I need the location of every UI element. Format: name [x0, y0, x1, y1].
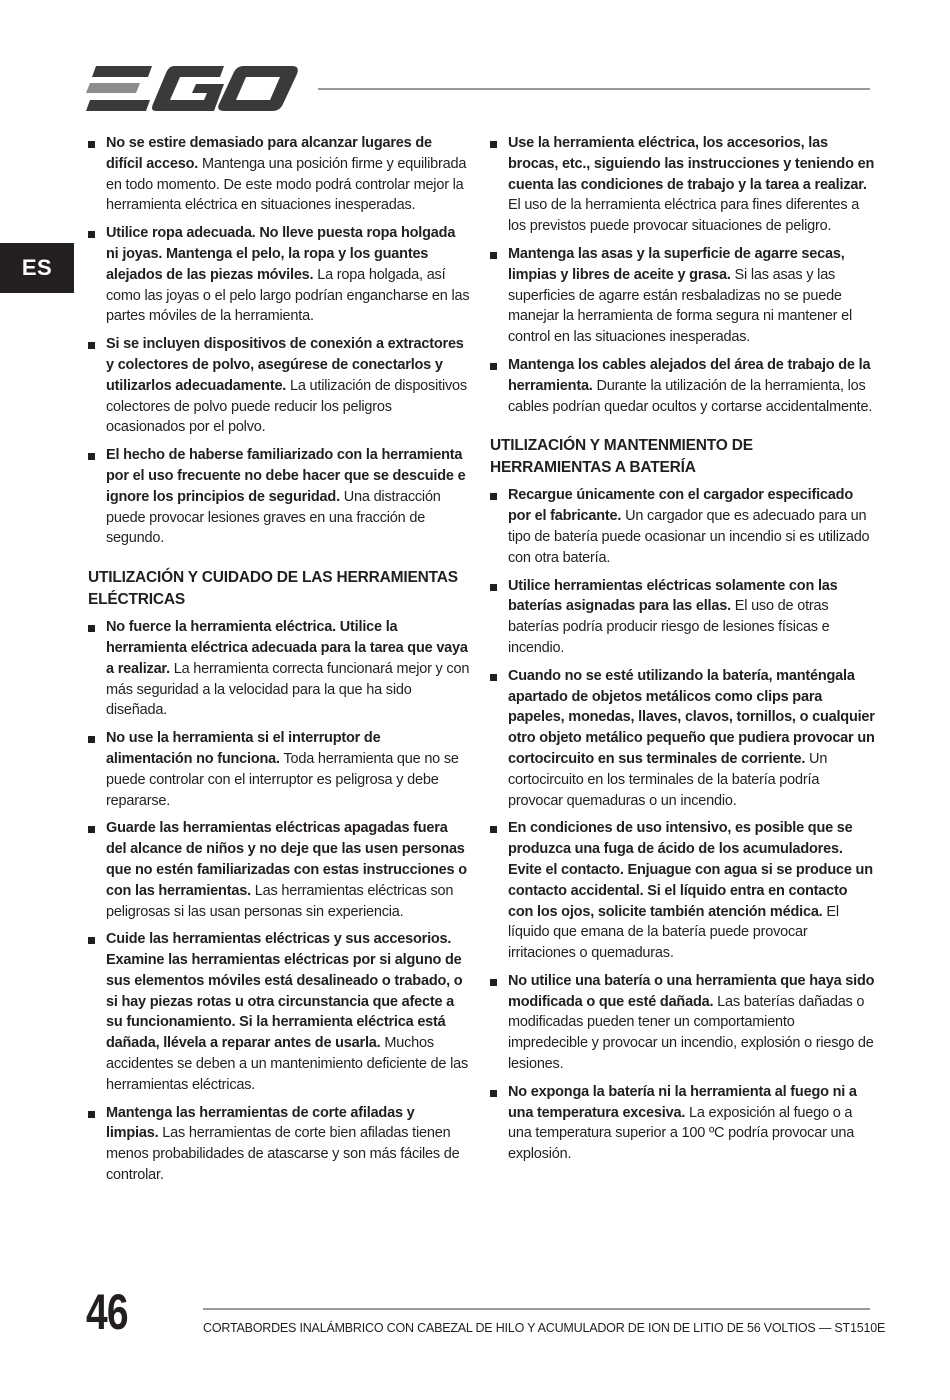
item-bold-text: Cuide las herramientas eléctricas y sus accesorios. Examine las herramientas eléctricas por si alguno de sus elementos móviles está desalineado o trabado, o si hay piezas rotas u otra circunstancia que afecte a su funcionamiento. Si la herramienta eléctrica está dañada, llévela a reparar antes de usarla. — [106, 931, 463, 1052]
item-body-text: La exposición al fuego o a una temperatura superior a 100 ºC podría provocar una explosión. — [508, 1104, 855, 1163]
list-item — [88, 133, 470, 216]
item-body-text: La herramienta correcta funcionará mejor y con más seguridad a la velocidad para la que ha sido diseñada. — [106, 660, 470, 719]
item-body-text: Las baterías dañadas o modificadas pueden tener un comportamiento impredecible y provocar un incendio, explosión o riesgo de lesiones. — [508, 993, 874, 1073]
right-items-top — [490, 133, 875, 417]
square-bullet-icon — [490, 141, 497, 148]
item-bold-text: En condiciones de uso intensivo, es posible que se produzca una fuga de ácido de los acumuladores. Evite el contacto. Enjuague con agua si se produce un contacto accidental. Si el líquido entra en contacto con los ojos, solicite también atención médica. — [508, 820, 873, 920]
item-body-text: El líquido que emana de la batería puede provocar irritaciones o quemaduras. — [508, 903, 839, 962]
header-rule — [318, 88, 870, 90]
square-bullet-icon — [88, 937, 95, 944]
item-body-text: Toda herramienta que no se puede controlar con el interruptor es peligrosa y debe repararse. — [106, 750, 459, 809]
item-bold-text: No utilice una batería o una herramienta que haya sido modificada o que esté dañada. — [508, 972, 875, 1010]
item-bold-text: Si se incluyen dispositivos de conexión a extractores y colectores de polvo, asegúrese de conectarlos y utilizarlos adecuadamente. — [106, 336, 464, 394]
item-bold-text: Mantenga las asas y la superficie de agarre secas, limpias y libres de aceite y grasa. — [508, 245, 845, 283]
square-bullet-icon — [88, 453, 95, 460]
item-body-text: La ropa holgada, así como las joyas o el pelo largo podrían engancharse en las partes móviles de la herramienta. — [106, 266, 470, 325]
footer-title: CORTABORDES INALÁMBRICO CON CABEZAL DE HILO Y ACUMULADOR DE ION DE LITIO DE 56 VOLTIOS — ST1510E — [203, 1321, 886, 1335]
list-item — [88, 728, 470, 811]
square-bullet-icon — [88, 736, 95, 743]
item-body-text: Muchos accidentes se deben a un mantenimiento deficiente de las herramientas eléctricas. — [106, 1035, 469, 1093]
item-body-text: Mantenga una posición firme y equilibrada en todo momento. De este modo podrá controlar mejor la herramienta eléctrica en situaciones inesperadas. — [106, 155, 467, 214]
section-heading-battery: UTILIZACIÓN Y MANTENMIENTO DE HERRAMIENTAS A BATERÍA — [490, 437, 753, 477]
left-items-top — [88, 133, 470, 549]
list-item — [88, 818, 470, 922]
page-number: 46 — [86, 1284, 128, 1340]
square-bullet-icon — [490, 252, 497, 259]
item-body-text: Si las asas y las superficies de agarre están resbaladizas no se puede manejar la herramienta de forma segura ni mantener el control en las situaciones inesperadas. — [508, 266, 853, 346]
list-item — [490, 485, 875, 568]
list-item — [490, 576, 875, 659]
list-item — [88, 617, 470, 721]
square-bullet-icon — [490, 979, 497, 986]
item-body-text: Durante la utilización de la herramienta, los cables podrían quedar ocultos y cortarse accidentalmente. — [508, 377, 873, 415]
square-bullet-icon — [490, 1090, 497, 1097]
list-item — [490, 1082, 875, 1165]
item-bold-text: Utilice herramientas eléctricas solamente con las baterías asignadas para las ellas. — [508, 577, 838, 615]
item-body-text: Un cargador que es adecuado para un tipo de batería puede ocasionar un incendio si es utilizado con otra batería. — [508, 508, 870, 566]
list-item — [88, 445, 470, 549]
item-bold-text: Guarde las herramientas eléctricas apagadas fuera del alcance de niños y no deje que las usen personas que no estén familiarizadas con estas instrucciones o con las herramientas. — [106, 820, 467, 899]
list-item — [490, 133, 875, 237]
footer-rule — [203, 1308, 870, 1310]
item-bold-text: No use la herramienta si el interruptor de alimentación no funciona. — [106, 730, 381, 767]
square-bullet-icon — [88, 1111, 95, 1118]
left-items-bottom — [88, 617, 470, 1186]
list-item — [490, 355, 875, 417]
section-heading-tools: UTILIZACIÓN Y CUIDADO DE LAS HERRAMIENTAS ELÉCTRICAS — [88, 569, 458, 609]
item-bold-text: Utilice ropa adecuada. No lleve puesta ropa holgada ni joyas. Mantenga el pelo, la ropa y los guantes alejados de las piezas móviles. — [106, 225, 456, 283]
square-bullet-icon — [490, 584, 497, 591]
item-body-text: Las herramientas de corte bien afiladas tienen menos probabilidades de atascarse y son más fáciles de controlar. — [106, 1125, 460, 1184]
item-bold-text: Mantenga los cables alejados del área de trabajo de la herramienta. — [508, 356, 871, 394]
item-body-text: El uso de la herramienta eléctrica para fines diferentes a los previstos puede provocar situaciones de peligro. — [508, 197, 860, 235]
item-bold-text: Cuando no se esté utilizando la batería, manténgala apartado de objetos metálicos como clips para papeles, monedas, llaves, clavos, tornillos, o cualquier otro objeto metálico pequeño que pudiera provocar un cortocircuito en sus terminales de corriente. — [508, 667, 875, 767]
item-body-text: Una distracción puede provocar lesiones graves en una fracción de segundo. — [106, 488, 441, 547]
item-bold-text: Use la herramienta eléctrica, los accesorios, las brocas, etc., siguiendo las instrucciones y teniendo en cuenta las condiciones de trabajo y la tarea a realizar. — [508, 135, 875, 193]
item-body-text: Las herramientas eléctricas son peligrosas si las usan personas sin experiencia. — [106, 882, 454, 920]
item-bold-text: No exponga la batería ni la herramienta al fuego ni a una temperatura excesiva. — [508, 1083, 857, 1121]
square-bullet-icon — [88, 625, 95, 632]
list-item — [490, 244, 875, 348]
square-bullet-icon — [490, 493, 497, 500]
right-column — [490, 133, 875, 1172]
list-item — [88, 929, 470, 1095]
list-item — [490, 971, 875, 1075]
list-item — [88, 334, 470, 438]
list-item — [490, 818, 875, 964]
item-bold-text: Mantenga las herramientas de corte afiladas y limpias. — [106, 1104, 415, 1142]
item-body-text: El uso de otras baterías podría producir riesgo de lesiones físicas e incendio. — [508, 598, 830, 656]
item-body-text: La utilización de dispositivos colectores de polvo puede reducir los peligros ocasionados por el polvo. — [106, 377, 467, 436]
list-item — [88, 223, 470, 327]
item-bold-text: No se estire demasiado para alcanzar lugares de difícil acceso. — [106, 135, 432, 172]
square-bullet-icon — [88, 231, 95, 238]
square-bullet-icon — [88, 826, 95, 833]
square-bullet-icon — [490, 363, 497, 370]
ego-logo — [86, 64, 298, 114]
square-bullet-icon — [490, 674, 497, 681]
language-tab: ES — [0, 243, 74, 293]
left-column — [88, 133, 470, 1193]
item-bold-text: El hecho de haberse familiarizado con la herramienta por el uso frecuente no debe hacer que se descuide e ignore los principios de seguridad. — [106, 447, 466, 505]
item-bold-text: No fuerce la herramienta eléctrica. Utilice la herramienta eléctrica adecuada para la tarea que vaya a realizar. — [106, 619, 468, 677]
item-body-text: Un cortocircuito en los terminales de la batería podría provocar quemaduras o un incendio. — [508, 750, 828, 809]
square-bullet-icon — [88, 342, 95, 349]
list-item — [490, 666, 875, 812]
right-items-bottom — [490, 485, 875, 1165]
item-bold-text: Recargue únicamente con el cargador especificado por el fabricante. — [508, 487, 853, 525]
square-bullet-icon — [88, 141, 95, 148]
list-item — [88, 1103, 470, 1186]
square-bullet-icon — [490, 826, 497, 833]
